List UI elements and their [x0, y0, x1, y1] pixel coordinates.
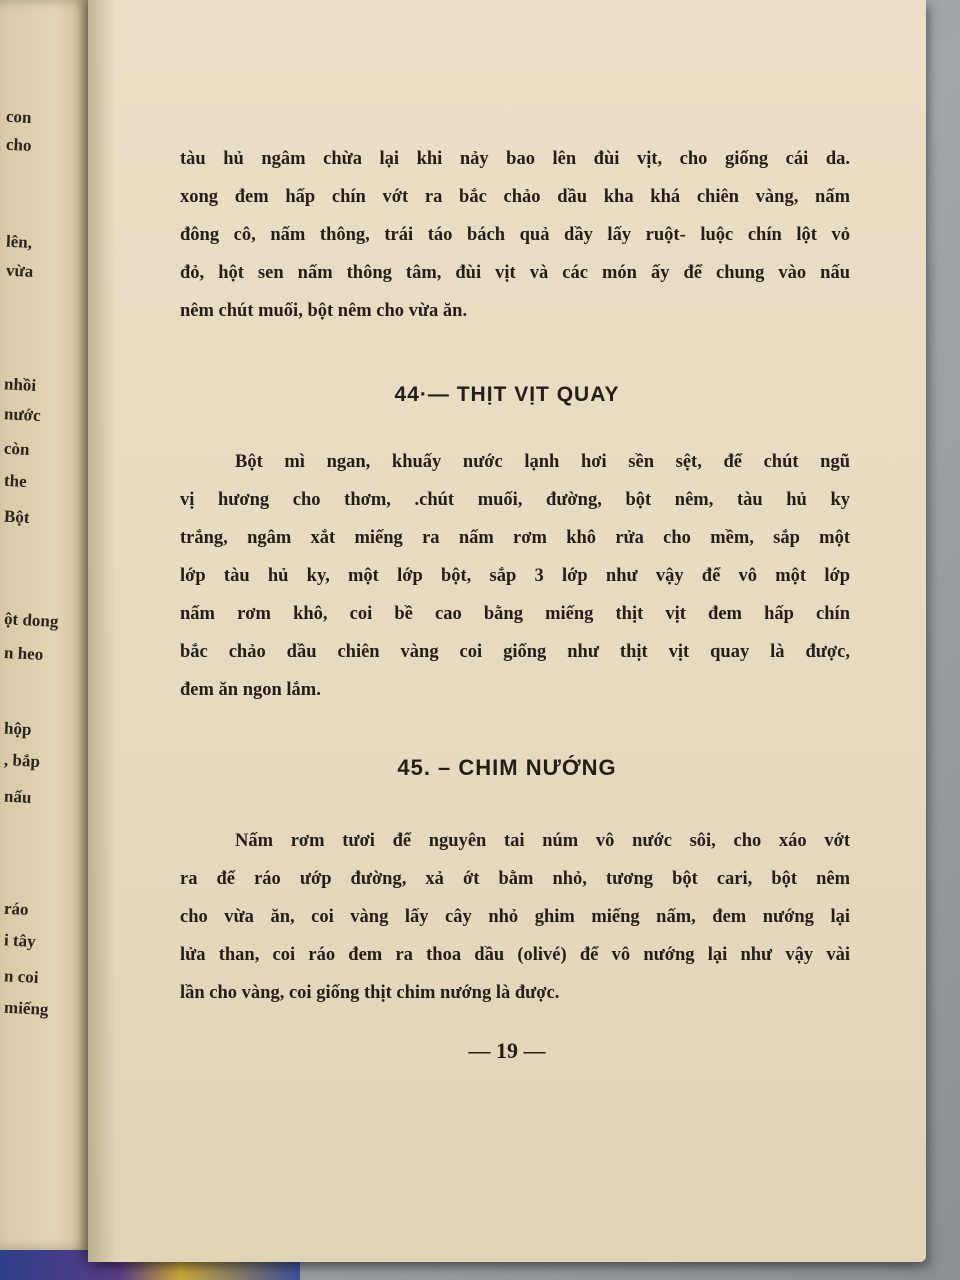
- text-line: tàu hủ ngâm chừa lại khi nảy bao lên đùi vịt, cho giống cái da.: [180, 149, 850, 169]
- section-45-body: [180, 822, 850, 1012]
- text-line: lửa than, coi ráo đem ra thoa dầu (olivé) để vô nướng lại như vậy vài: [180, 945, 850, 965]
- text-line: đông cô, nấm thông, trái táo bách quả dầy lấy ruột- luộc chín lột vỏ: [180, 225, 850, 245]
- text-line: bắc chảo dầu chiên vàng coi giống như thịt vịt quay là được,: [180, 642, 850, 662]
- left-page-fragment: the: [3, 470, 28, 491]
- left-page-edge: [0, 0, 92, 1250]
- text-line: ra để ráo ướp đường, xả ớt bằm nhỏ, tương bột cari, bột nêm: [180, 869, 850, 889]
- section-44-body: [180, 443, 850, 709]
- left-page-fragment: cho: [5, 134, 33, 155]
- left-page-fragment: , bắp: [3, 750, 41, 771]
- left-page-fragment: nước: [3, 404, 42, 425]
- left-page-fragment: còn: [3, 438, 31, 459]
- left-page-fragment: n heo: [3, 642, 44, 664]
- text-line: lần cho vàng, coi giống thịt chim nướng là được.: [180, 983, 560, 1003]
- left-page-fragment: i tây: [3, 930, 37, 951]
- book-page: [88, 0, 926, 1262]
- text-line: Bột mì ngan, khuấy nước lạnh hơi sền sệt, để chút ngũ: [235, 452, 850, 472]
- left-page-fragment: n coi: [3, 966, 40, 987]
- text-line: Nấm rơm tươi để nguyên tai núm vô nước sôi, cho xáo vớt: [235, 831, 850, 851]
- left-page-fragment: Bột: [3, 506, 31, 527]
- left-page-fragment: con: [5, 106, 33, 127]
- left-page-fragment: ột dong: [3, 609, 59, 631]
- page-number: — 19 —: [468, 1038, 546, 1063]
- text-line: xong đem hấp chín vớt ra bắc chảo dầu kha khá chiên vàng, nấm: [180, 187, 850, 207]
- section-44-title: 44·— THỊT VỊT QUAY: [394, 383, 620, 406]
- intro-paragraph: [180, 140, 850, 330]
- text-line: nêm chút muối, bột nêm cho vừa ăn.: [180, 301, 468, 321]
- left-page-fragment: lên,: [5, 231, 33, 252]
- left-page-fragment: ráo: [3, 898, 30, 919]
- text-line: đem ăn ngon lắm.: [180, 680, 321, 700]
- left-page-fragment: hộp: [3, 718, 32, 739]
- text-line: nấm rơm khô, coi bề cao bằng miếng thịt vịt đem hấp chín: [180, 604, 850, 624]
- text-line: cho vừa ăn, coi vàng lấy cây nhỏ ghim miếng nấm, đem nướng lại: [180, 907, 850, 927]
- text-line: đỏ, hột sen nấm thông tâm, đùi vịt và các món ấy để chung vào nấu: [180, 263, 850, 283]
- left-page-fragment: nấu: [3, 786, 32, 807]
- left-page-fragment: nhồi: [3, 374, 37, 395]
- text-line: trắng, ngâm xắt miếng ra nấm rơm khô rửa cho mềm, sắp một: [180, 528, 850, 548]
- text-line: vị hương cho thơm, .chút muối, đường, bột nêm, tàu hủ ky: [180, 490, 850, 510]
- left-page-fragment: vừa: [5, 260, 34, 281]
- section-45-title: 45. – CHIM NƯỚNG: [397, 755, 617, 780]
- text-line: lớp tàu hủ ky, một lớp bột, sắp 3 lớp như vậy để vô một lớp: [180, 566, 850, 586]
- left-page-fragment: miếng: [3, 997, 49, 1019]
